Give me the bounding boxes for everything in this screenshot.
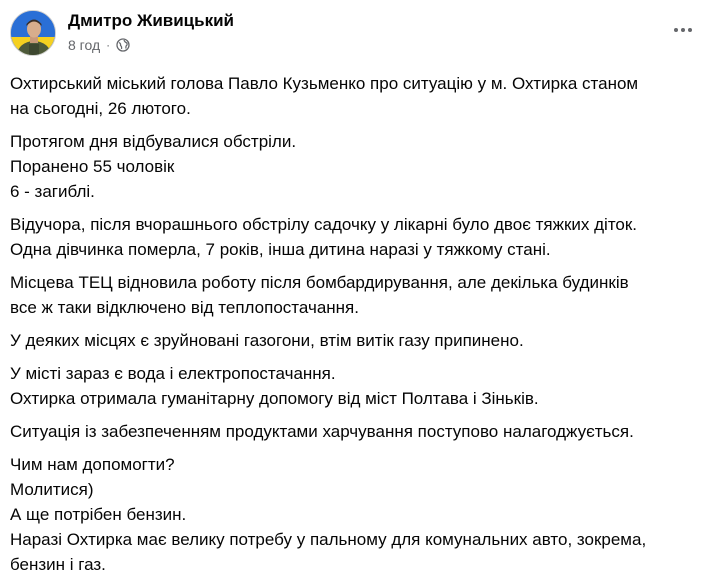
post-text-line: Ситуація із забезпеченням продуктами харчування поступово налагоджується.: [10, 422, 634, 441]
post-paragraph: [10, 328, 703, 353]
post-paragraph: [10, 452, 703, 577]
post-text-line: Охтирка отримала гуманітарну допомогу від міст Полтава і Зіньків.: [10, 389, 539, 408]
author-avatar[interactable]: [10, 10, 56, 56]
post-text-line: Відучора, після вчорашнього обстрілу садочку у лікарні було двоє тяжких діток.: [10, 215, 638, 234]
post-text-line: Охтирський міський голова Павло Кузьменко про ситуацію у м. Охтирка станом: [10, 74, 639, 93]
more-dot: [681, 28, 685, 32]
post-text-line: Одна дівчинка померла, 7 років, інша дитина наразі у тяжкому стані.: [10, 240, 551, 259]
post-text-line: все ж таки відключено від теплопостачання.: [10, 298, 359, 317]
more-horizontal-icon: [674, 28, 678, 32]
post-text-line: У деяких місцях є зруйновані газогони, втім витік газу припинено.: [10, 331, 524, 350]
more-options-button[interactable]: [665, 16, 701, 44]
post-paragraph: [10, 419, 703, 444]
post-text-line: А ще потрібен бензин.: [10, 505, 187, 524]
avatar-image: [11, 11, 56, 56]
post-text-line: Місцева ТЕЦ відновила роботу після бомбардирування, але декілька будинків: [10, 273, 629, 292]
post-paragraph: [10, 129, 703, 204]
post-text-line: Чим нам допомогти?: [10, 455, 175, 474]
post-body: [10, 71, 703, 585]
meta-separator: ·: [106, 38, 111, 52]
post-text-line: Молитися): [10, 480, 94, 499]
post-text-line: У місті зараз є вода і електропостачання.: [10, 364, 336, 383]
post-paragraph: [10, 270, 703, 320]
post-text-line: Поранено 55 чоловік: [10, 157, 175, 176]
post-text-line: бензин і газ.: [10, 555, 106, 574]
post-timestamp[interactable]: 8 год: [68, 37, 101, 53]
post-text-line: на сьогодні, 26 лютого.: [10, 99, 191, 118]
post-text-line: Наразі Охтирка має велику потребу у пальному для комунальних авто, зокрема,: [10, 530, 647, 549]
more-dot: [688, 28, 692, 32]
post-paragraph: [10, 71, 703, 121]
post-paragraph: [10, 361, 703, 411]
post-meta: [68, 37, 130, 53]
post-text-line: Протягом дня відбувалися обстріли.: [10, 132, 297, 151]
post-paragraph: [10, 212, 703, 262]
post-header: [10, 6, 703, 62]
post-text-line: 6 - загиблі.: [10, 182, 95, 201]
globe-icon[interactable]: [116, 38, 130, 52]
author-name[interactable]: Дмитро Живицький: [68, 11, 234, 30]
